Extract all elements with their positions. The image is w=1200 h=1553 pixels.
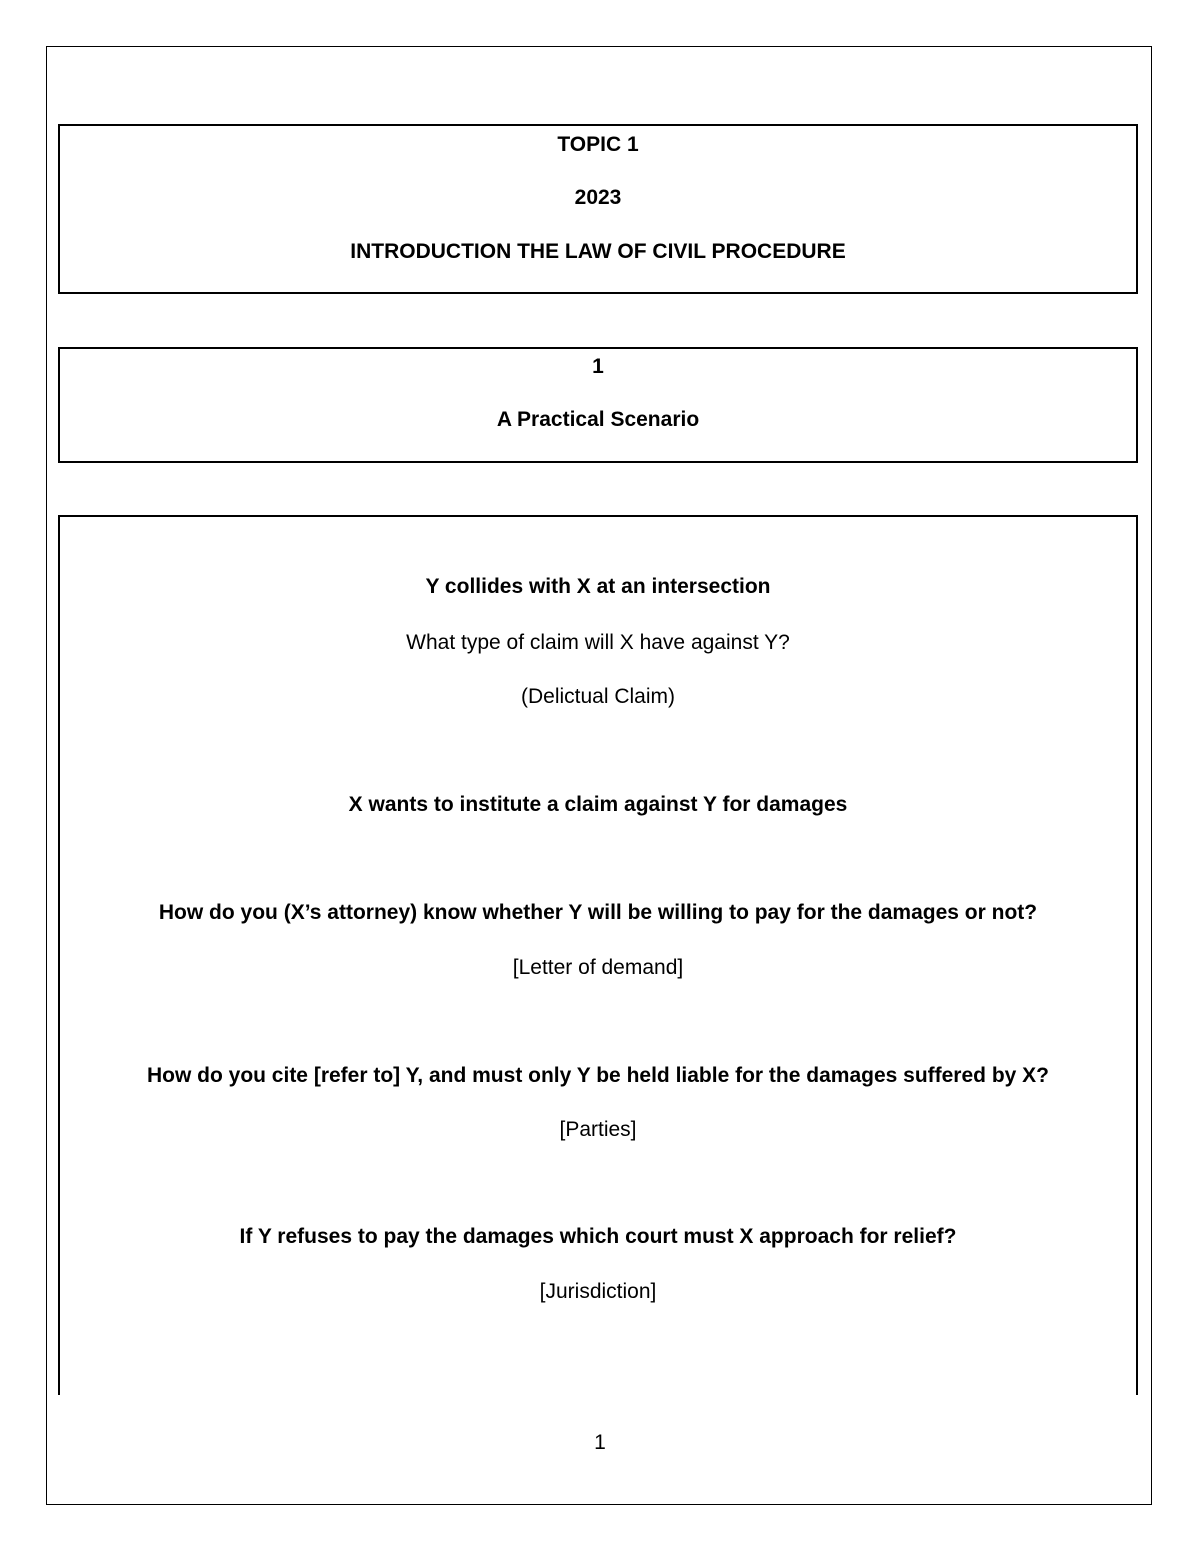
scenario-answer: (Delictual Claim): [520, 685, 676, 708]
topic-year: 2023: [574, 186, 622, 209]
topic-title: INTRODUCTION THE LAW OF CIVIL PROCEDURE: [350, 240, 846, 263]
scenario-answer: [Jurisdiction]: [539, 1280, 657, 1303]
scenario-heading: If Y refuses to pay the damages which court must X approach for relief?: [239, 1225, 957, 1248]
scenario-heading: How do you (X’s attorney) know whether Y will be willing to pay for the damages or not?: [158, 901, 1038, 924]
scenario-question: What type of claim will X have against Y?: [406, 631, 790, 654]
section-title: A Practical Scenario: [496, 408, 700, 431]
scenario-answer: [Parties]: [559, 1118, 637, 1141]
page-number: 1: [594, 1431, 606, 1454]
topic-label: TOPIC 1: [557, 133, 639, 156]
section-box: [58, 347, 1138, 463]
topic-title-box: [58, 124, 1138, 294]
scenario-box: [58, 515, 1138, 1395]
scenario-heading: Y collides with X at an intersection: [425, 575, 771, 598]
scenario-answer: [Letter of demand]: [512, 956, 684, 979]
scenario-heading: How do you cite [refer to] Y, and must only Y be held liable for the damages suffered by X?: [146, 1064, 1049, 1087]
section-number: 1: [592, 355, 604, 378]
scenario-heading: X wants to institute a claim against Y for damages: [348, 793, 848, 816]
